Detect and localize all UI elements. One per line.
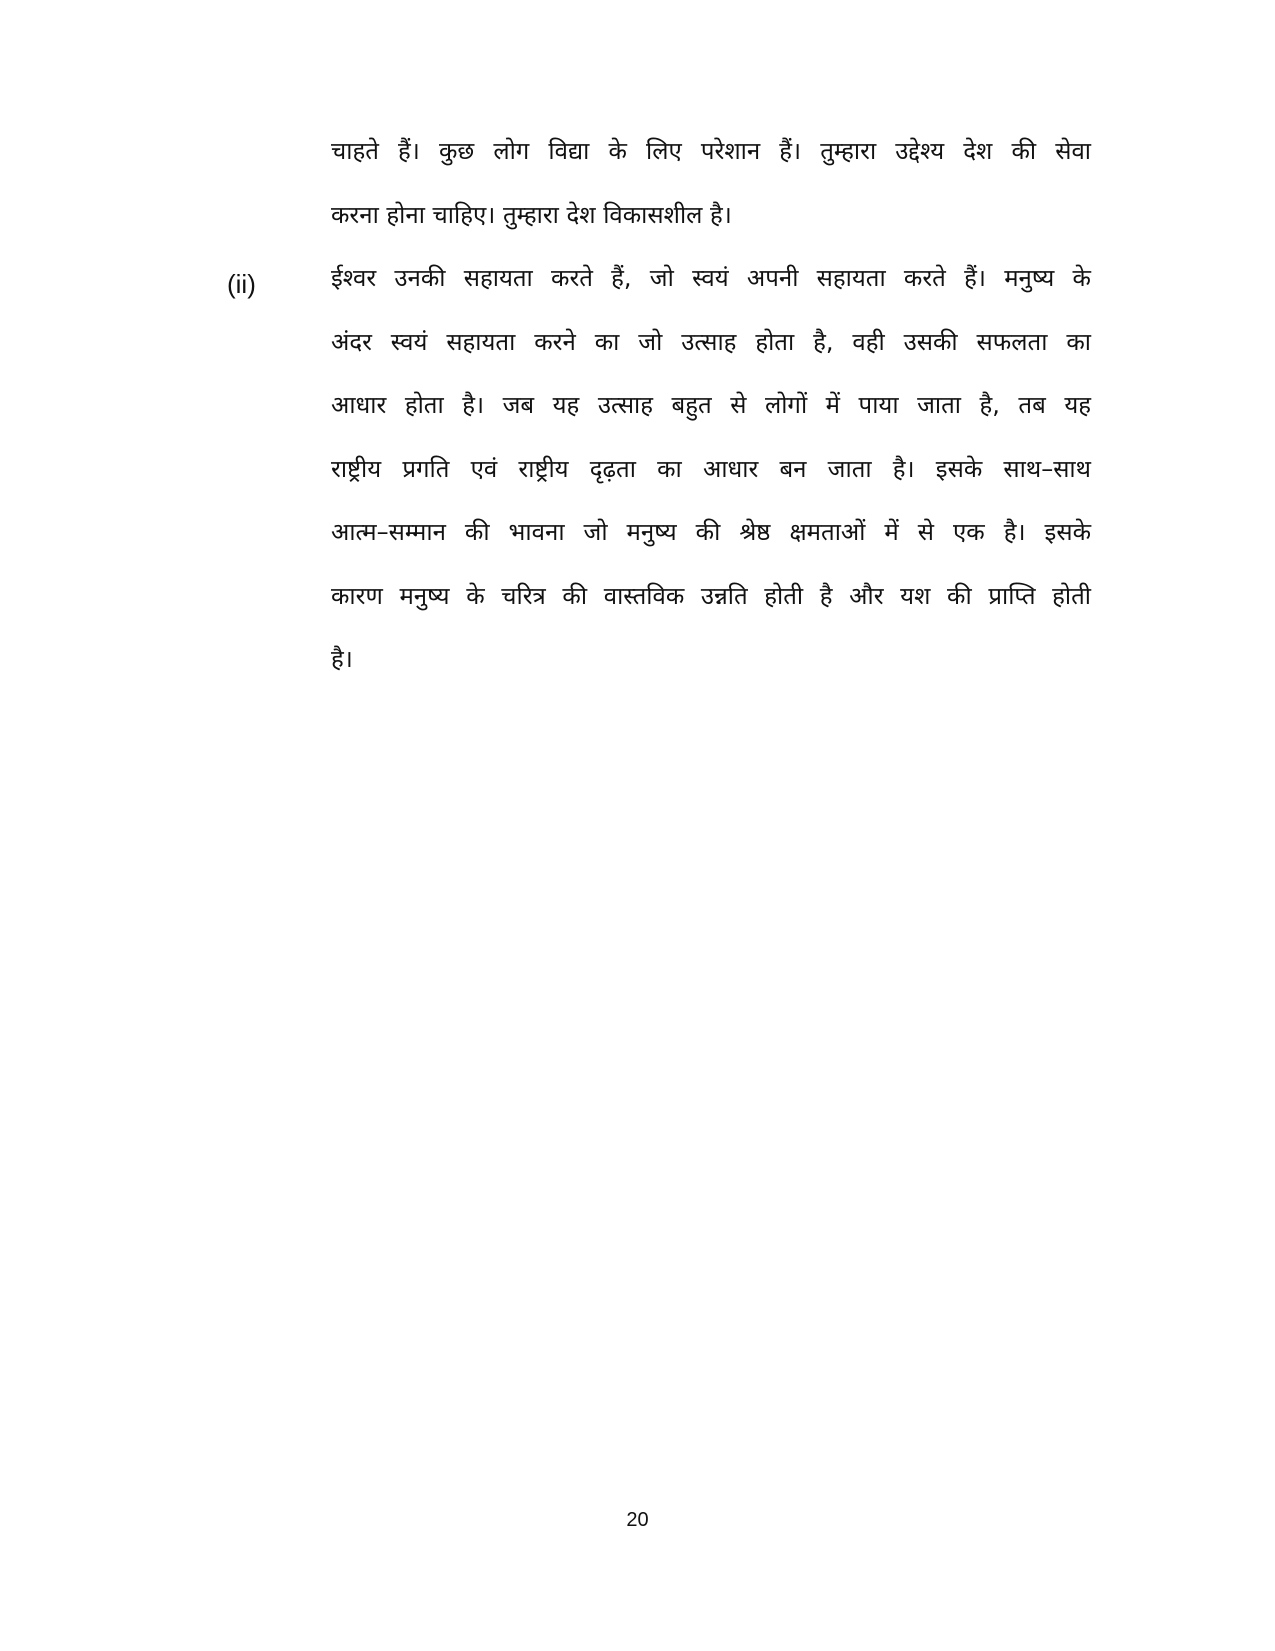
paragraph-line: चाहते हैं। कुछ लोग विद्या के लिए परेशान हैं। तुम्हारा उद्देश्य देश की सेवा bbox=[331, 137, 1091, 165]
paragraph-line: आधार होता है। जब यह उत्साह बहुत से लोगों में पाया जाता है, तब यह bbox=[331, 391, 1091, 419]
paragraph-line: ईश्वर उनकी सहायता करते हैं, जो स्वयं अपनी सहायता करते हैं। मनुष्य के bbox=[331, 264, 1091, 292]
paragraph-line: आत्म–सम्मान की भावना जो मनुष्य की श्रेष्ठ क्षमताओं में से एक है। इसके bbox=[331, 518, 1091, 546]
paragraph-line: अंदर स्वयं सहायता करने का जो उत्साह होता है, वही उसकी सफलता का bbox=[331, 328, 1091, 356]
paragraph-line: है। bbox=[331, 645, 353, 673]
list-item-marker: (ii) bbox=[227, 269, 256, 299]
paragraph-line: कारण मनुष्य के चरित्र की वास्तविक उन्नति होती है और यश की प्राप्ति होती bbox=[331, 582, 1091, 610]
page-number: 20 bbox=[626, 1509, 649, 1531]
paragraph-line: राष्ट्रीय प्रगति एवं राष्ट्रीय दृढ़ता का आधार बन जाता है। इसके साथ–साथ bbox=[331, 455, 1091, 483]
paragraph-line: करना होना चाहिए। तुम्हारा देश विकासशील है। bbox=[331, 201, 732, 229]
